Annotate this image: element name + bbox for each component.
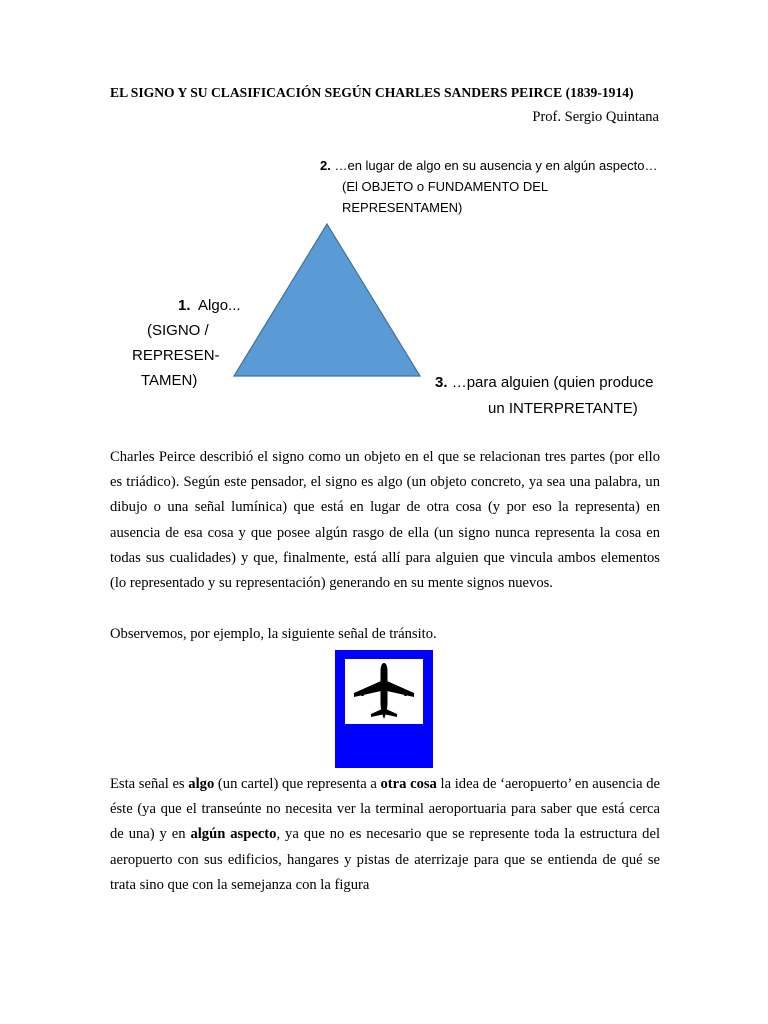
vertex-1-line4: TAMEN) [141, 372, 198, 389]
vertex-2-line2: (El OBJETO o FUNDAMENTO DEL [342, 179, 549, 194]
semiotic-triangle [228, 222, 428, 382]
p3-bold-otra-cosa: otra cosa [380, 776, 437, 792]
p3-text-1: Esta señal es [110, 776, 189, 792]
vertex-3-number: 3. [435, 374, 448, 391]
vertex-3-label [435, 370, 654, 422]
triangle-shape [234, 224, 420, 376]
document-title: EL SIGNO Y SU CLASIFICACIÓN SEGÚN CHARLES SANDERS PEIRCE (1839-1914) [110, 85, 634, 100]
vertex-1-line3: REPRESEN- [132, 347, 220, 364]
vertex-1-first-line [132, 293, 241, 318]
p3-bold-algun-aspecto: algún aspecto [190, 826, 277, 843]
vertex-2-line3: REPRESENTAMEN) [342, 200, 463, 215]
vertex-2-number: 2. [320, 158, 331, 173]
vertex-1-number: 1. [178, 297, 191, 314]
p3-text-2: (un cartel) que representa a [214, 776, 381, 792]
p3-text-4: , ya que no es necesario que se represente toda la estructura del aeropuerto con sus edificios, hangares y pistas de aterrizaje para que se entienda de qué se trata sino que con la semejanza con la figura [110, 826, 661, 893]
p3-bold-algo: algo [188, 776, 215, 792]
author-line: Prof. Sergio Quintana [532, 109, 659, 125]
paragraph-peirce-definition: Charles Peirce describió el signo como un objeto en el que se relacionan tres partes (por ello es triádico). Según este pensador, el signo es algo (un objeto concreto, ya sea una palabra, un dibujo o una señal lumínica) que está en lugar de otra cosa (y por eso la representa) en ausencia de esa cosa y que posee algún rasgo de ella (un signo nunca representa la cosa en todas sus cualidades) y que, finalmente, está allí para alguien que vincula ambos elementos (lo representado y su representación) generando en su mente signos nuevos. [110, 449, 660, 592]
paragraph-sign-analysis [110, 772, 660, 898]
airplane-icon [345, 659, 423, 724]
sign-white-panel [345, 659, 423, 724]
vertex-2-label [320, 155, 658, 218]
vertex-1-text: Algo... [198, 297, 241, 314]
paragraph-example-intro: Observemos, por ejemplo, la siguiente señal de tránsito. [110, 626, 437, 642]
vertex-3-text: …para alguien (quien produce [451, 374, 654, 391]
vertex-3-line2: un INTERPRETANTE) [488, 400, 638, 417]
vertex-1-label [132, 293, 241, 393]
p3-text-3: la idea de ‘aeropuerto’ en ausencia de éste (ya que el transeúnte no necesita ver la terminal aeroportuaria para saber que está cerca de una) y en [110, 776, 660, 843]
airport-traffic-sign [335, 650, 433, 768]
vertex-2-text: …en lugar de algo en su ausencia y en algún aspecto… [334, 158, 658, 173]
vertex-1-line2: (SIGNO / [147, 322, 209, 339]
